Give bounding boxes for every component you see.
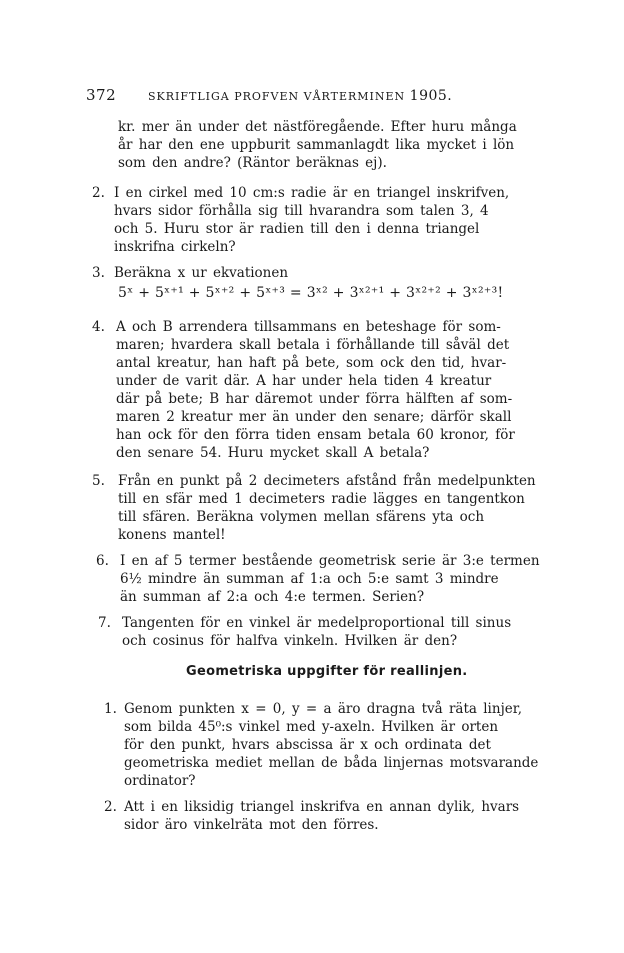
equation: 5ˣ + 5ˣ⁺¹ + 5ˣ⁺² + 5ˣ⁺³ = 3ˣ² + 3ˣ²⁺¹ + 3ˣ²⁺² + 3ˣ²⁺³! — [118, 285, 504, 301]
problem-line: sidor äro vinkelräta mot den förres. — [124, 817, 379, 833]
problem-number: 4. — [92, 319, 105, 335]
problem-line: hvars sidor förhålla sig till hvarandra som talen 3, 4 — [114, 203, 489, 219]
running-title — [148, 88, 452, 104]
problem-line: 6½ mindre än summan af 1:a och 5:e samt 3 mindre — [120, 571, 499, 587]
problem-line: A och B arrendera tillsammans en beteshage för som- — [116, 319, 501, 335]
problem-line: inskrifna cirkeln? — [114, 239, 236, 255]
problem-line: Tangenten för en vinkel är medelproportional till sinus — [122, 615, 512, 631]
problem-number: 1. — [104, 701, 117, 717]
running-title-text: SKRIFTLIGA PROFVEN VÅRTERMINEN — [148, 90, 406, 103]
problem-line: under de varit där. A har under hela tiden 4 kreatur — [116, 373, 492, 389]
problem-line: maren; hvardera skall betala i förhållande till såväl det — [116, 337, 510, 353]
problem-line: som bilda 45⁰:s vinkel med y-axeln. Hvilken är orten — [124, 719, 499, 735]
problem-line: än summan af 2:a och 4:e termen. Serien? — [120, 589, 425, 605]
problem-line: konens mantel! — [118, 527, 226, 543]
page-number: 372 — [86, 86, 117, 104]
problem-number: 6. — [96, 553, 109, 569]
problem-line: och 5. Huru stor är radien till den i denna triangel — [114, 221, 480, 237]
continuation-line: som den andre? (Räntor beräknas ej). — [118, 155, 387, 171]
problem-line: för den punkt, hvars abscissa är x och ordinata det — [124, 737, 491, 753]
problem-line: I en af 5 termer bestående geometrisk serie är 3:e termen — [120, 553, 540, 569]
problem-line: till sfären. Beräkna volymen mellan sfärens yta och — [118, 509, 485, 525]
problem-line: geometriska mediet mellan de båda linjernas motsvarande — [124, 755, 539, 771]
problem-line: maren 2 kreatur mer än under den senare; därför skall — [116, 409, 512, 425]
problem-line: Att i en liksidig triangel inskrifva en annan dylik, hvars — [124, 799, 520, 815]
problem-number: 7. — [98, 615, 111, 631]
problem-number: 2. — [92, 185, 105, 201]
problem-line: till en sfär med 1 decimeters radie lägges en tangentkon — [118, 491, 525, 507]
problem-line: där på bete; B har däremot under förra hälften af som- — [116, 391, 513, 407]
problem-line: I en cirkel med 10 cm:s radie är en triangel inskrifven, — [114, 185, 510, 201]
running-title-year: 1905. — [409, 88, 453, 104]
page-header — [86, 86, 556, 108]
problem-line: Från en punkt på 2 decimeters afstånd från medelpunkten — [118, 473, 536, 489]
problem-line: den senare 54. Huru mycket skall A betala? — [116, 445, 430, 461]
problem-line: antal kreatur, han haft på bete, som ock den tid, hvar- — [116, 355, 507, 371]
problem-number: 5. — [92, 473, 105, 489]
problem-number: 3. — [92, 265, 105, 281]
problem-line: Genom punkten x = 0, y = a äro dragna två räta linjer, — [124, 701, 523, 717]
problem-line: och cosinus för halfva vinkeln. Hvilken är den? — [122, 633, 458, 649]
continuation-line: år har den ene uppburit sammanlagdt lika mycket i lön — [118, 137, 515, 153]
section-heading: Geometriska uppgifter för reallinjen. — [186, 664, 468, 679]
problem-line: ordinator? — [124, 773, 196, 789]
problem-line: Beräkna x ur ekvationen — [114, 265, 289, 281]
problem-number: 2. — [104, 799, 117, 815]
problem-line: han ock för den förra tiden ensam betala 60 kronor, för — [116, 427, 515, 443]
continuation-line: kr. mer än under det nästföregående. Efter huru många — [118, 119, 517, 135]
